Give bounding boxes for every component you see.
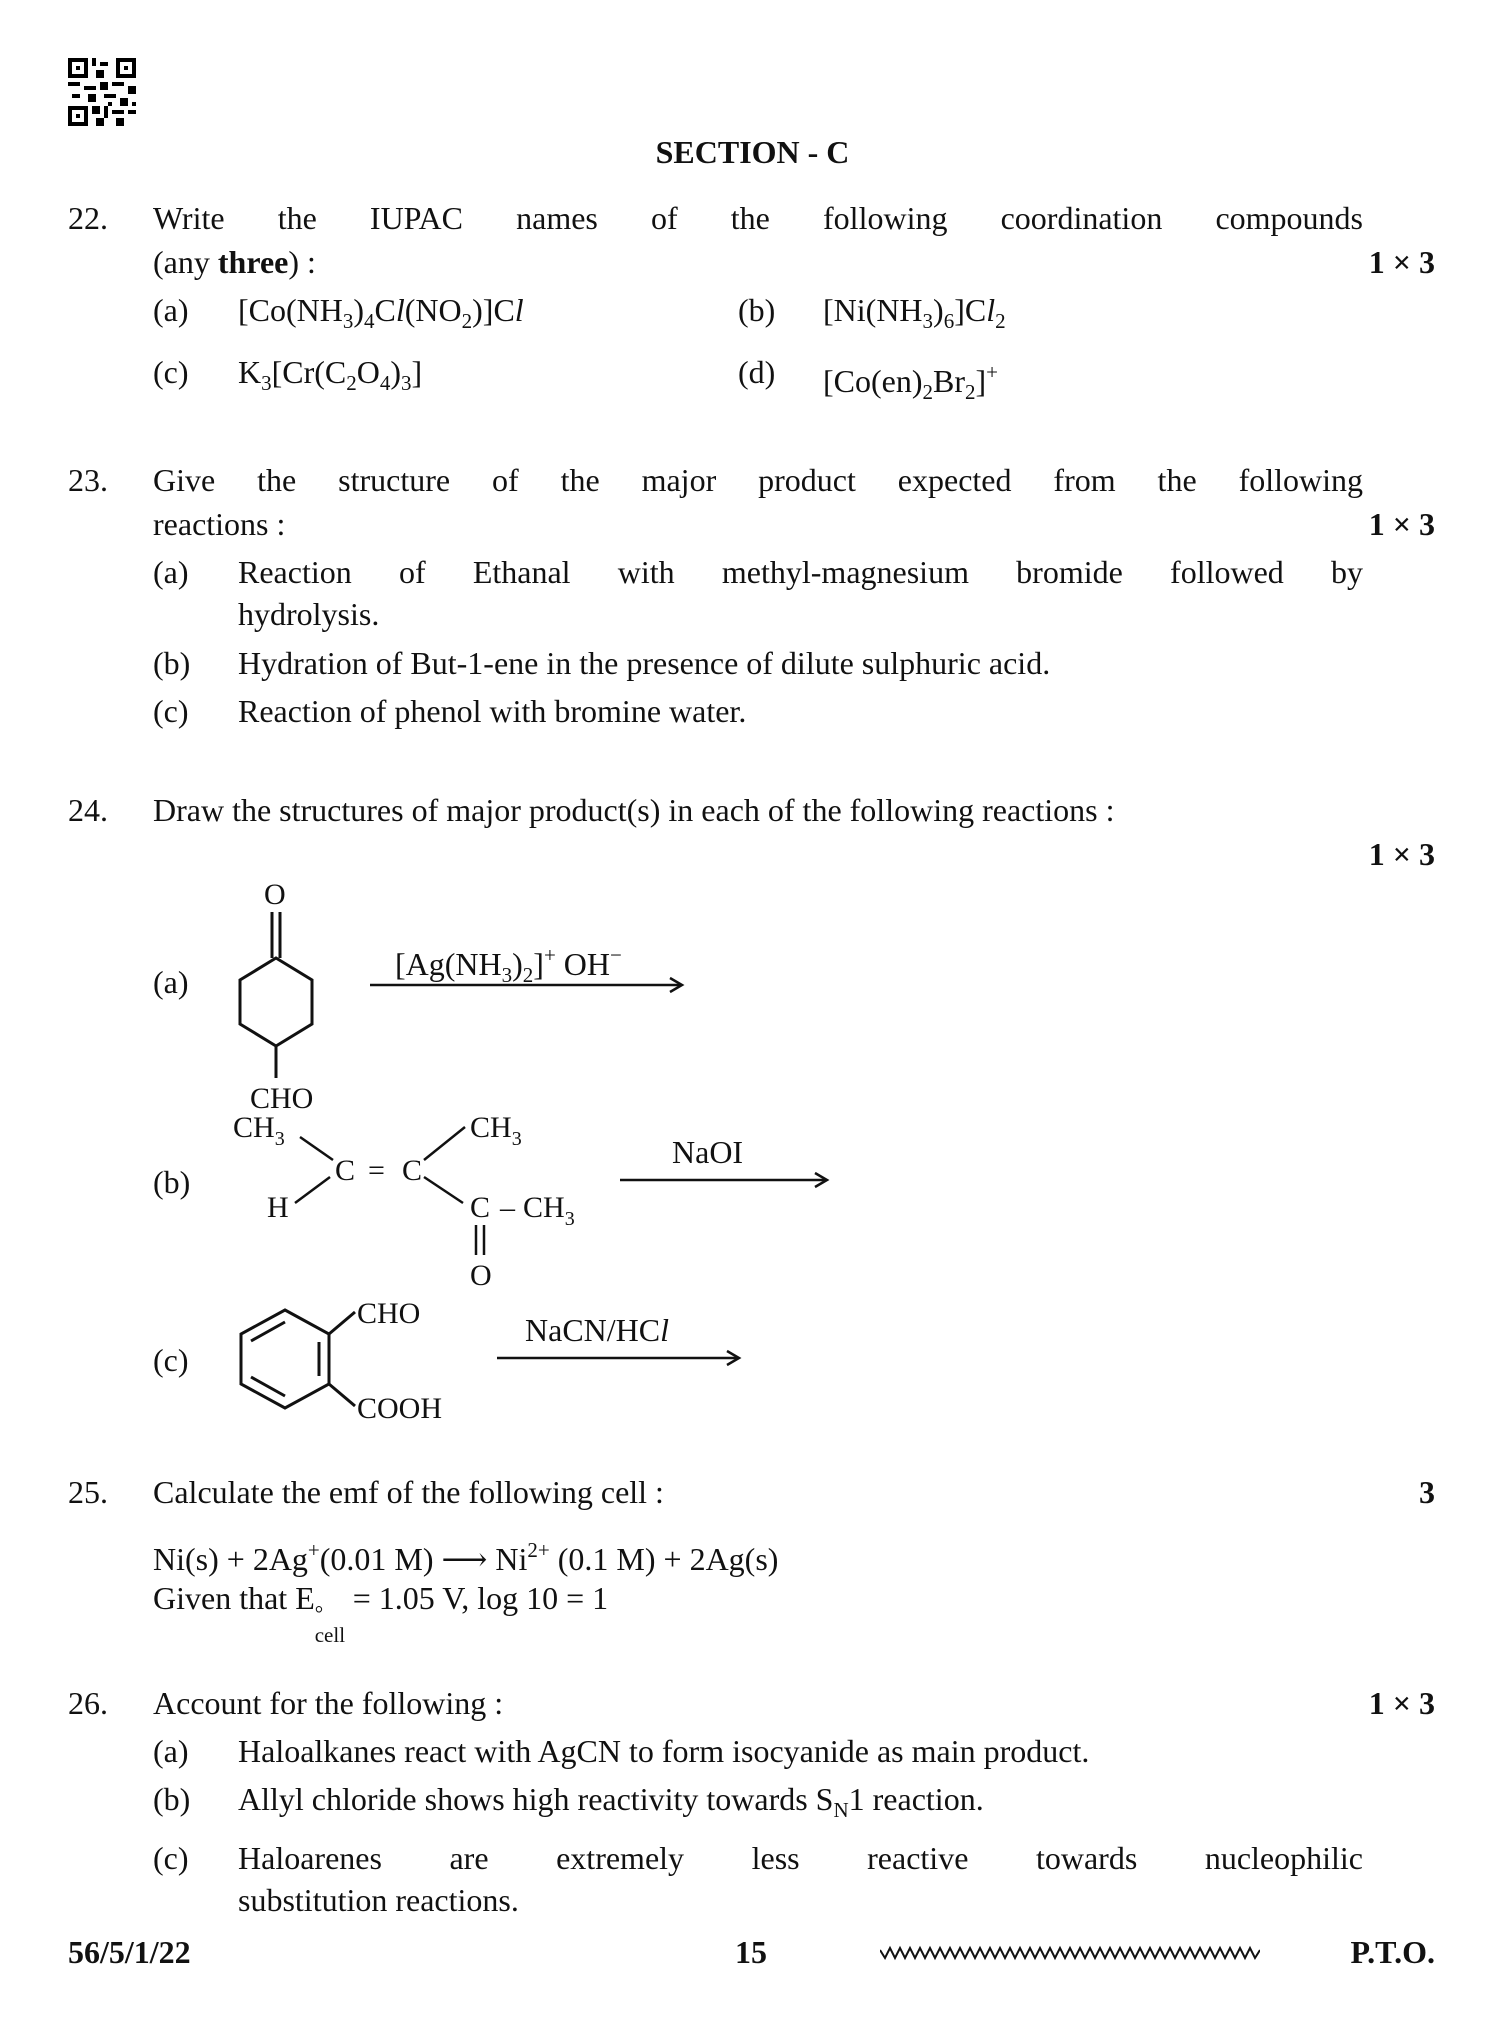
option-label: (c) bbox=[153, 354, 189, 390]
page-number: 15 bbox=[735, 1934, 767, 1970]
reagent-b: NaOI bbox=[672, 1134, 744, 1170]
formula-b: $[Ni(NH_3)_6]Cl_2$ bbox=[823, 292, 1006, 333]
svg-text:CH3: $CH_3$ bbox=[523, 1191, 575, 1230]
option-label: (b) bbox=[153, 1164, 191, 1200]
question-text: Account for the following : bbox=[153, 1685, 504, 1721]
svg-text:CH3: $CH_3$ bbox=[470, 1111, 522, 1150]
section-title: SECTION - C bbox=[655, 134, 850, 170]
question-number: 22. bbox=[68, 200, 108, 236]
formula-d: $[Co(en)_2Br_2]^+$ bbox=[823, 360, 999, 404]
marks: 1 × 3 bbox=[1368, 1685, 1435, 1721]
question-text-line2: reactions : bbox=[153, 506, 286, 542]
option-label: (c) bbox=[153, 1840, 189, 1876]
svg-text:C: C bbox=[402, 1154, 423, 1187]
option-text: Reaction of phenol with bromine water. bbox=[238, 693, 747, 729]
reagent-a: $[Ag(NH_3)_2]^+$ OH− bbox=[395, 943, 622, 987]
marks: 1 × 3 bbox=[1368, 244, 1435, 280]
given-values: Given that E ° cell = 1.05 V, log 10 = 1 bbox=[153, 1580, 609, 1647]
option-label: (b) bbox=[153, 1781, 191, 1817]
marks: 1 × 3 bbox=[1368, 506, 1435, 542]
svg-text:=: = bbox=[368, 1154, 385, 1187]
svg-text:–: – bbox=[500, 1191, 515, 1224]
question-number: 26. bbox=[68, 1685, 108, 1721]
qr-code-icon bbox=[68, 58, 136, 126]
option-label: (a) bbox=[153, 554, 189, 590]
question-text-line2: (any three) : bbox=[153, 244, 316, 280]
reaction-arrow-icon bbox=[368, 975, 688, 995]
question-text: Calculate the emf of the following cell : bbox=[153, 1474, 664, 1510]
squiggle-line-icon bbox=[880, 1942, 1260, 1964]
enone-structure bbox=[225, 1105, 615, 1295]
phthalaldehydic-acid-structure bbox=[225, 1290, 485, 1430]
option-text: Haloalkanes react with AgCN to form isocyanide as main product. bbox=[238, 1733, 1090, 1769]
marks: 3 bbox=[1419, 1474, 1435, 1510]
question-text: Write the IUPAC names of the following coordination compounds bbox=[153, 200, 1363, 236]
formula-c: $K_3[Cr(C_2O_4)_3]$ bbox=[238, 354, 423, 395]
option-label: (a) bbox=[153, 1733, 189, 1769]
option-label: (a) bbox=[153, 964, 189, 1000]
option-text: Allyl chloride shows high reactivity towards $S_N1$ reaction. bbox=[238, 1781, 984, 1822]
reaction-arrow-icon bbox=[495, 1348, 745, 1368]
option-label: (b) bbox=[738, 292, 776, 328]
reaction-arrow-icon bbox=[618, 1170, 833, 1190]
paper-code: 56/5/1/22 bbox=[68, 1934, 191, 1970]
question-text: Draw the structures of major product(s) in each of the following reactions : bbox=[153, 792, 1115, 828]
atom-label: O bbox=[264, 878, 286, 911]
question-number: 25. bbox=[68, 1474, 108, 1510]
question-number: 24. bbox=[68, 792, 108, 828]
option-label: (d) bbox=[738, 354, 776, 390]
svg-text:CH3: $CH_3$ bbox=[233, 1111, 285, 1150]
cyclohexanone-aldehyde-structure bbox=[220, 870, 340, 1110]
formula-a: $[Co(NH_3)_4Cl(NO_2)]Cl$ bbox=[238, 292, 524, 333]
option-text: Hydration of But-1-ene in the presence of dilute sulphuric acid. bbox=[238, 645, 1051, 681]
option-label: (c) bbox=[153, 1342, 189, 1378]
option-label: (c) bbox=[153, 693, 189, 729]
option-text: Haloarenes are extremely less reactive towards nucleophilic bbox=[238, 1840, 1363, 1876]
option-text-line2: substitution reactions. bbox=[238, 1882, 519, 1918]
question-text: Give the structure of the major product expected from the following bbox=[153, 462, 1363, 498]
option-text-line2: hydrolysis. bbox=[238, 596, 380, 632]
cell-equation: Ni(s) + 2Ag+(0.01 M) ⟶ $Ni^{2+}$ (0.1 M) + 2Ag(s) bbox=[153, 1538, 779, 1577]
svg-text:C: C bbox=[335, 1154, 356, 1187]
option-text: Reaction of Ethanal with methyl-magnesium bromide followed by bbox=[238, 554, 1363, 590]
marks: 1 × 3 bbox=[1368, 836, 1435, 872]
group-label: COOH bbox=[357, 1392, 443, 1425]
svg-text:C: C bbox=[470, 1191, 491, 1224]
svg-text:H: H bbox=[267, 1191, 289, 1224]
option-label: (a) bbox=[153, 292, 189, 328]
atom-label: CHO bbox=[250, 1082, 314, 1110]
question-number: 23. bbox=[68, 462, 108, 498]
pto-label: P.T.O. bbox=[1350, 1934, 1435, 1970]
reagent-c: NaCN/HCl bbox=[525, 1312, 669, 1348]
option-label: (b) bbox=[153, 645, 191, 681]
svg-text:O: O bbox=[470, 1259, 492, 1292]
group-label: CHO bbox=[357, 1297, 421, 1330]
